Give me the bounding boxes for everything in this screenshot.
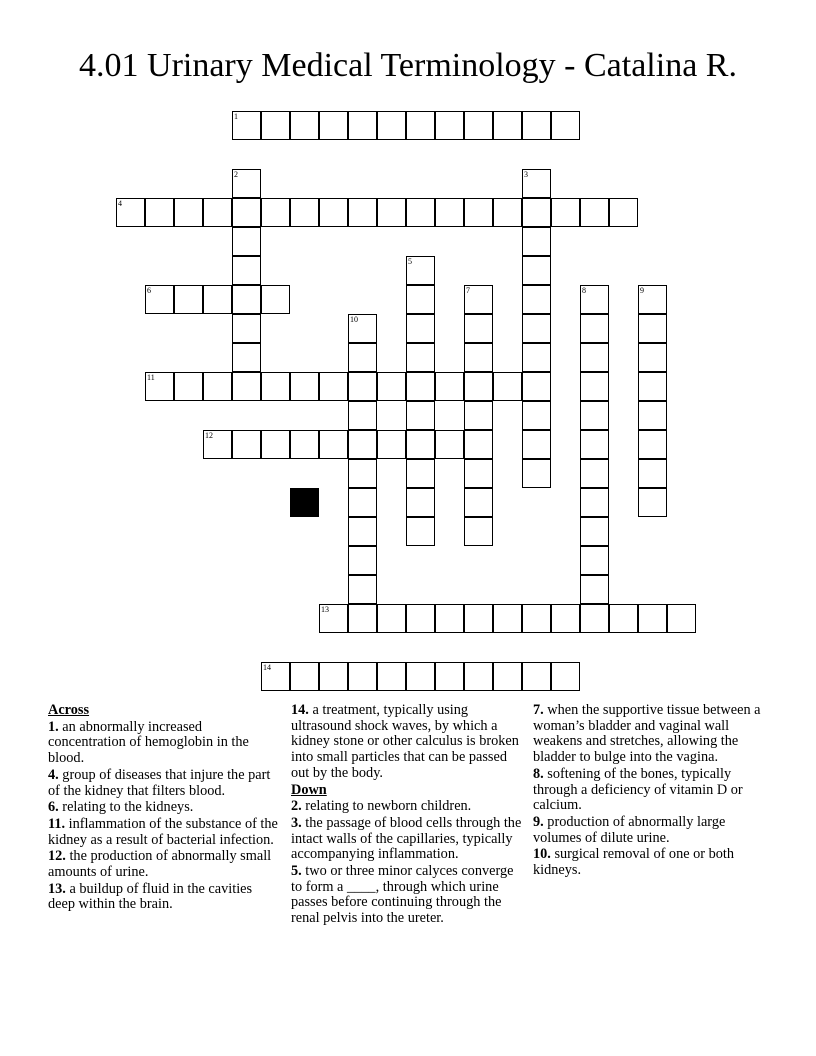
grid-cell[interactable]: [406, 430, 435, 459]
grid-cell[interactable]: [232, 169, 261, 198]
clue-number: 6: [147, 286, 151, 295]
grid-cell[interactable]: [551, 604, 580, 633]
grid-cell[interactable]: [522, 111, 551, 140]
clues-column-2: [291, 703, 523, 928]
clue-number: 12: [205, 431, 213, 440]
grid-cell[interactable]: [551, 111, 580, 140]
grid-cell[interactable]: [551, 198, 580, 227]
grid-cell[interactable]: [261, 372, 290, 401]
grid-cell[interactable]: [638, 604, 667, 633]
grid-cell[interactable]: [551, 662, 580, 691]
grid-cell[interactable]: [290, 111, 319, 140]
grid-cell[interactable]: [580, 517, 609, 546]
clue-number: 1: [234, 112, 238, 121]
clue-number: 5: [408, 257, 412, 266]
grid-cell[interactable]: [580, 343, 609, 372]
grid-cell[interactable]: [522, 314, 551, 343]
grid-cell[interactable]: [493, 198, 522, 227]
grid-cell[interactable]: [580, 546, 609, 575]
grid-cell[interactable]: [406, 459, 435, 488]
grid-cell[interactable]: [232, 256, 261, 285]
grid-cell[interactable]: [348, 604, 377, 633]
grid-cell[interactable]: [580, 430, 609, 459]
grid-cell[interactable]: [406, 285, 435, 314]
grid-cell[interactable]: [464, 401, 493, 430]
grid-cell[interactable]: [493, 111, 522, 140]
grid-cell[interactable]: [435, 372, 464, 401]
down-clue-8: 8. softening of the bones, typically through a deficiency of vitamin D or calcium.: [533, 765, 743, 814]
grid-cell[interactable]: [290, 662, 319, 691]
grid-cell[interactable]: [145, 285, 174, 314]
grid-cell[interactable]: [580, 488, 609, 517]
grid-cell[interactable]: [522, 459, 551, 488]
clue-number: 8: [582, 286, 586, 295]
grid-cell[interactable]: [203, 198, 232, 227]
grid-cell[interactable]: [145, 198, 174, 227]
grid-cell[interactable]: [348, 314, 377, 343]
grid-cell[interactable]: [377, 662, 406, 691]
grid-cell[interactable]: [638, 314, 667, 343]
grid-cell[interactable]: [580, 285, 609, 314]
grid-cell[interactable]: [232, 314, 261, 343]
grid-cell[interactable]: [203, 372, 232, 401]
grid-cell[interactable]: [522, 372, 551, 401]
down-heading: Down: [291, 781, 327, 798]
grid-cell[interactable]: [406, 662, 435, 691]
across-clue-13: 13. a buildup of fluid in the cavities deep within the brain.: [48, 880, 253, 913]
grid-cell[interactable]: [319, 430, 348, 459]
grid-cell[interactable]: [522, 401, 551, 430]
grid-cell[interactable]: [464, 517, 493, 546]
grid-cell[interactable]: [406, 343, 435, 372]
grid-cell[interactable]: [145, 372, 174, 401]
grid-cell[interactable]: [638, 343, 667, 372]
grid-cell[interactable]: [261, 198, 290, 227]
grid-cell[interactable]: [232, 372, 261, 401]
across-clue-12: 12. the production of abnormally small amounts of urine.: [48, 848, 272, 881]
grid-cell[interactable]: [638, 488, 667, 517]
grid-cell[interactable]: [464, 343, 493, 372]
clue-number: 9: [640, 286, 644, 295]
grid-cell[interactable]: [348, 430, 377, 459]
grid-cell[interactable]: [261, 430, 290, 459]
clue-number: 14: [263, 663, 271, 672]
grid-cell[interactable]: [580, 372, 609, 401]
grid-cell[interactable]: [522, 604, 551, 633]
grid-cell[interactable]: [174, 285, 203, 314]
grid-cell[interactable]: [522, 169, 551, 198]
grid-cell[interactable]: [435, 604, 464, 633]
grid-cell[interactable]: [522, 430, 551, 459]
grid-cell[interactable]: [406, 111, 435, 140]
grid-cell[interactable]: [580, 604, 609, 633]
grid-cell[interactable]: [638, 430, 667, 459]
grid-cell[interactable]: [638, 372, 667, 401]
grid-cell[interactable]: [464, 111, 493, 140]
across-clue-1: 1. an abnormally increased concentration of hemoglobin in the blood.: [48, 718, 249, 767]
grid-cell[interactable]: [406, 314, 435, 343]
grid-cell[interactable]: [377, 604, 406, 633]
grid-cell[interactable]: [464, 372, 493, 401]
across-clue-11: 11. inflammation of the substance of the kidney as a result of bacterial infection.: [48, 815, 278, 848]
grid-cell[interactable]: [377, 430, 406, 459]
grid-cell[interactable]: [232, 285, 261, 314]
clue-number: 13: [321, 605, 329, 614]
black-cell: [290, 488, 319, 517]
grid-cell[interactable]: [348, 459, 377, 488]
grid-cell[interactable]: [348, 517, 377, 546]
grid-cell[interactable]: [638, 285, 667, 314]
grid-cell[interactable]: [319, 111, 348, 140]
grid-cell[interactable]: [174, 198, 203, 227]
grid-cell[interactable]: [406, 372, 435, 401]
grid-cell[interactable]: [406, 488, 435, 517]
grid-cell[interactable]: [319, 198, 348, 227]
grid-cell[interactable]: [290, 430, 319, 459]
grid-cell[interactable]: [116, 198, 145, 227]
grid-cell[interactable]: [232, 227, 261, 256]
grid-cell[interactable]: [522, 227, 551, 256]
grid-cell[interactable]: [522, 285, 551, 314]
grid-cell[interactable]: [580, 459, 609, 488]
grid-cell[interactable]: [609, 198, 638, 227]
grid-cell[interactable]: [203, 285, 232, 314]
across-clue-4: 4. group of diseases that injure the part of the kidney that filters blood.: [48, 766, 271, 799]
grid-cell[interactable]: [464, 430, 493, 459]
grid-cell[interactable]: [580, 575, 609, 604]
grid-cell[interactable]: [261, 111, 290, 140]
down-clue-9: 9. production of abnormally large volumes of dilute urine.: [533, 813, 726, 846]
grid-cell[interactable]: [522, 256, 551, 285]
clues-column-3: [533, 703, 765, 880]
grid-cell[interactable]: [290, 198, 319, 227]
grid-cell[interactable]: [203, 430, 232, 459]
grid-cell[interactable]: [348, 546, 377, 575]
grid-cell[interactable]: [464, 198, 493, 227]
grid-cell[interactable]: [348, 488, 377, 517]
grid-cell[interactable]: [493, 662, 522, 691]
grid-cell[interactable]: [232, 343, 261, 372]
grid-cell[interactable]: [174, 372, 203, 401]
clue-number: 3: [524, 170, 528, 179]
grid-cell[interactable]: [580, 198, 609, 227]
grid-cell[interactable]: [377, 198, 406, 227]
down-clue-5: 5. two or three minor calyces converge to form a ____, through which urine passes before continuing through the renal pelvis into the ureter.: [291, 863, 514, 927]
grid-cell[interactable]: [667, 604, 696, 633]
grid-cell[interactable]: [290, 372, 319, 401]
grid-cell[interactable]: [638, 401, 667, 430]
clue-number: 7: [466, 286, 470, 295]
down-clue-3: 3. the passage of blood cells through the intact walls of the capillaries, typically accompanying inflammation.: [291, 814, 522, 863]
page-title: 4.01 Urinary Medical Terminology - Catalina R.: [79, 47, 737, 84]
grid-cell[interactable]: [435, 662, 464, 691]
grid-cell[interactable]: [406, 401, 435, 430]
grid-cell[interactable]: [232, 430, 261, 459]
grid-cell[interactable]: [348, 372, 377, 401]
grid-cell[interactable]: [261, 285, 290, 314]
grid-cell[interactable]: [580, 401, 609, 430]
grid-cell[interactable]: [464, 459, 493, 488]
grid-cell[interactable]: [464, 662, 493, 691]
grid-cell[interactable]: [435, 198, 464, 227]
grid-cell[interactable]: [522, 198, 551, 227]
grid-cell[interactable]: [348, 401, 377, 430]
grid-cell[interactable]: [232, 111, 261, 140]
clues-column-1: [48, 703, 280, 914]
grid-cell[interactable]: [435, 111, 464, 140]
grid-cell[interactable]: [348, 343, 377, 372]
grid-cell[interactable]: [522, 343, 551, 372]
grid-cell[interactable]: [261, 662, 290, 691]
grid-cell[interactable]: [493, 372, 522, 401]
grid-cell[interactable]: [406, 517, 435, 546]
clue-number: 4: [118, 199, 122, 208]
down-clue-2: 2. relating to newborn children.: [291, 798, 472, 815]
grid-cell[interactable]: [580, 314, 609, 343]
grid-cell[interactable]: [377, 111, 406, 140]
grid-cell[interactable]: [377, 372, 406, 401]
grid-cell[interactable]: [348, 198, 377, 227]
grid-cell[interactable]: [464, 604, 493, 633]
grid-cell[interactable]: [638, 459, 667, 488]
grid-cell[interactable]: [406, 256, 435, 285]
grid-cell[interactable]: [348, 662, 377, 691]
grid-cell[interactable]: [609, 604, 638, 633]
grid-cell[interactable]: [406, 604, 435, 633]
grid-cell[interactable]: [464, 314, 493, 343]
grid-cell[interactable]: [464, 488, 493, 517]
grid-cell[interactable]: [319, 372, 348, 401]
grid-cell[interactable]: [348, 575, 377, 604]
grid-cell[interactable]: [435, 430, 464, 459]
grid-cell[interactable]: [464, 285, 493, 314]
grid-cell[interactable]: [319, 662, 348, 691]
grid-cell[interactable]: [232, 198, 261, 227]
grid-cell[interactable]: [493, 604, 522, 633]
clue-number: 2: [234, 170, 238, 179]
across-clue-6: 6. relating to the kidneys.: [48, 799, 194, 816]
grid-cell[interactable]: [406, 198, 435, 227]
grid-cell[interactable]: [522, 662, 551, 691]
across-heading: Across: [48, 702, 90, 718]
down-clue-7: 7. when the supportive tissue between a woman’s bladder and vaginal wall weakens and stretches, allowing the bladder to bulge into the vagina.: [533, 702, 761, 766]
across-clue-14: 14. a treatment, typically using ultrasound shock waves, by which a kidney stone or other calculus is broken into small particles that can be passed out by the body.: [291, 702, 519, 781]
grid-cell[interactable]: [348, 111, 377, 140]
down-clue-10: 10. surgical removal of one or both kidneys.: [533, 846, 735, 879]
clue-number: 11: [147, 373, 155, 382]
grid-cell[interactable]: [319, 604, 348, 633]
clue-number: 10: [350, 315, 358, 324]
